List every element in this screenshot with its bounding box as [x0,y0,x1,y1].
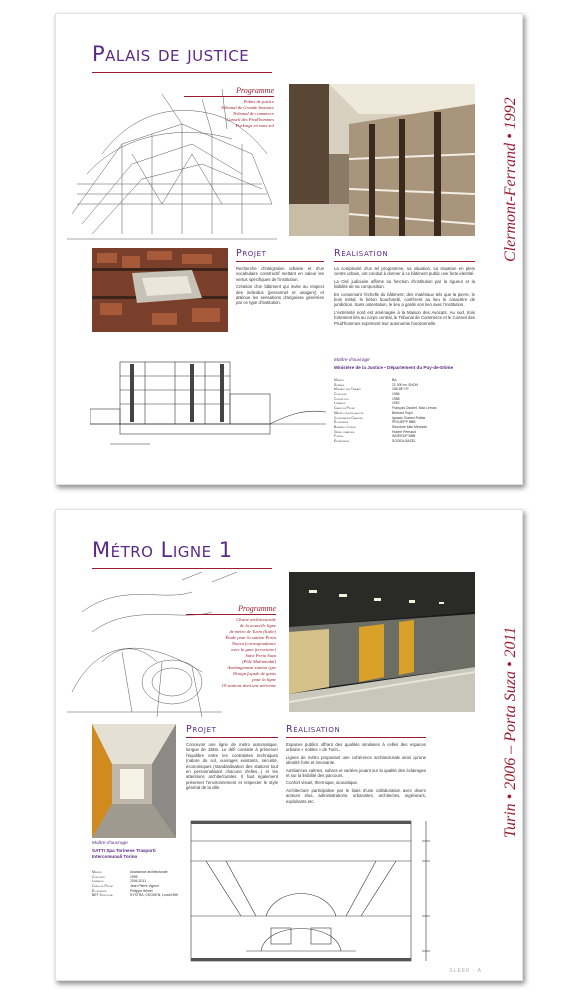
programme-line: Aménagement station type [227,665,276,670]
fact-row: BET Structure SYSTRA, CEOGEN, Lorant BHI [92,893,179,898]
realisation-paragraph: Architecture participative par le biais d'une collaboration avec divers acteurs élus, administrations, urbanistes, architectes, ingénieurs, exploitants etc. [286,787,426,804]
programme-rule [184,96,274,97]
location-date-vertical: Clermont-Ferrand • 1992 [502,97,519,262]
programme-line: de métro de Turin (Italie) [229,629,276,634]
realisation-paragraph: Confort visuel, thermique, acoustique. [286,780,359,786]
project-facts [92,870,188,898]
project-sheet-metro-ligne-1 [55,509,523,981]
realisation-paragraph: La complexité d'un tel programme, sa situation, sa situation en plein centre urbain, ont conduit à donner à ce bâtiment public une forte identité. [334,266,475,277]
realisation-paragraph: Lignes de métro proposant une cohérence architecturale ainsi qu'une identité forte et innovante. [286,754,426,766]
location-date-vertical: Turin • 2006 – Porta Suza • 2011 [502,626,519,838]
title-rule [92,72,272,73]
programme-line: Parkings en sous-sol [235,123,274,128]
programme-line: Étude pour la station Porta [225,635,276,640]
fact-row: Concours 1986 [334,392,400,397]
programme-line: Tribunal de Grande Instance [220,105,274,110]
fact-row: Chefs de Projet Jean-Pierre Vignon [92,884,159,889]
programme-block [184,86,274,129]
projet-paragraph: Création d'un bâtiment qui invite au respect des individus (personnel et usagers) et atténue les sensations d'angoisse générées par ce type d'institution. [236,284,324,306]
project-title: Palais de justice [92,42,250,66]
realisation-heading: Réalisation [286,724,341,735]
programme-heading: Programme [238,604,276,613]
fact-row: Maître d'œuvre associé Bernard Pujol [334,410,413,415]
projet-rule [186,737,278,738]
atrium-interior-photo [289,84,475,236]
programme-line: (Pôle Multimodal) [241,659,276,664]
programme-line: avec la gare ferroviaire) [231,647,276,652]
projet-text [186,742,278,793]
realisation-rule [286,737,426,738]
aerial-city-photo [92,248,228,332]
realisation-heading: Réalisation [334,248,389,259]
station-section-drawing [186,816,456,966]
projet-paragraph: Concevoir une ligne de métro automatique, longue de 18km. Le défi consiste à préserver l'équilibre entre les contraintes techniques (nature du sol, ouvrages existants, sécurité, économiques (standardisation des stations tout en personnalisant chacune d'elles...) et les attentions architecturales. Il faut également préserver l'environnement et respecter le style général de la ville. [186,742,278,791]
realisation-text [286,742,426,806]
projet-paragraph: Recherche d'intégration urbaine et d'un vocabulaire constructif mettant en valeur les vertus spécifiques de l'institution. [236,266,324,282]
fact-row: Chefs de Projet François Doubet, Max Leman [334,406,437,411]
programme-line: Charte architecturale [236,617,276,622]
project-sheet-palais-de-justice [55,13,523,485]
fact-row: Économiste PROJEPP BBB [334,420,416,425]
fact-row: Économiste Philippe Wimet [92,888,153,893]
fact-row: Génie climatique Hubert Pernaud [334,429,416,434]
programme-line: Nuova (correspondance [231,641,276,646]
fact-row: Coordination Chantier Ignacio Gomez-Pallas [334,415,426,420]
fact-row: Conception 1988 [334,396,400,401]
projet-text [236,266,324,308]
programme-line: Tribunal de commerce [232,111,274,116]
fact-row: Bureaux d'études Structure Mac Mennoni [334,424,428,429]
metro-platform-photo [289,572,475,712]
fact-row: Mission BA [334,378,397,382]
maitre-ouvrage-value: SATTI Spa Torinese Trasporti Intercomunali Torino [92,848,156,859]
fact-row: Livraison 2006-2011 [92,879,146,884]
programme-line: 19 stations dont une aérienne [221,683,276,688]
fact-row: Entreprises SOGEA-BAZEL [334,438,416,443]
projet-rule [236,261,324,262]
programme-line: de la nouvelle ligne [239,623,276,628]
projet-heading: Projet [236,248,267,259]
title-rule [92,568,272,569]
metro-corridor-photo [92,724,176,838]
maitre-ouvrage-heading: Maître d'ouvrage [92,841,128,846]
building-section-drawing [90,354,326,449]
realisation-paragraph: Espaces publics offrant des qualités similaires à celles des espaces urbains « nobles » de Turin... [286,742,426,753]
project-facts [334,378,475,444]
fact-row: Montant des Travaux 156 MF HT [334,387,409,392]
fact-row: Fluides INGEROP BBB [334,434,416,439]
maitre-ouvrage-value: Ministère de la Justice • Département du Puy-de-Dôme [334,365,454,370]
project-title: Métro Ligne 1 [92,538,233,562]
projet-heading: Projet [186,724,217,735]
programme-heading: Programme [236,86,274,95]
programme-rule [186,614,276,615]
programme-block [186,604,276,689]
realisation-rule [334,261,475,262]
programme-line: Suivi Porta Suza [245,653,276,658]
footer-mark: SLEEK · A [449,968,482,974]
fact-row: Concours 1999 [92,874,138,879]
realisation-paragraph: Ambiances calmes, sobres et variées jouant sur la qualité des éclairages et sur la lisibilité des parcours. [286,767,426,779]
realisation-text [334,266,475,328]
programme-line: Design façade de quais [233,671,276,676]
programme-line: pour la ligne [252,677,276,682]
programme-line: Palais de justice [243,99,274,104]
maitre-ouvrage-heading: Maître d'ouvrage [334,358,370,363]
realisation-paragraph: La Cité judiciaire affirme sa fonction d'institution par la rigueur et la lisibilité de sa composition. [334,278,475,290]
realisation-paragraph: En conservant l'échelle du bâtiment, des matériaux tels que la pierre, le bois métal, le béton bouchardé, confèrent au lieu le caractère de juridiction. Sans ostentation, le lieu a gardé son lien avec l'institution. [334,291,475,308]
fact-row: Livraison 1992 [334,401,400,406]
fact-row: Surface 21 000 m² SHON [334,382,419,387]
realisation-paragraph: L'extrémité nord est aménagée à la Maison des Avocats. Au sud, trois fortement liés au corps central, le Tribunal de Commerce et le Conseil des Prud'hommes expriment leur autonomie fonctionnelle. [334,309,475,326]
fact-row: Mission Assistance architecturale [92,870,168,874]
programme-line: Conseil des Prud'hommes [226,117,274,122]
